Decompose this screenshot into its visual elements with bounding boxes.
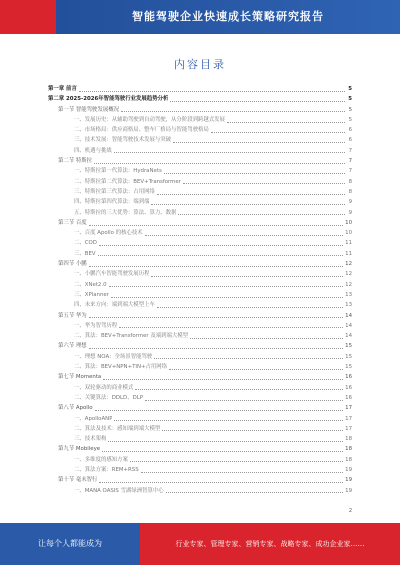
toc-leader-dots — [190, 338, 343, 339]
toc-entry[interactable] — [48, 290, 352, 300]
toc-entry-label: 一、特斯拉第一代算法：HydraNets — [74, 168, 162, 175]
toc-leader-dots — [89, 317, 343, 318]
toc-entry[interactable] — [48, 218, 352, 228]
toc-entry[interactable] — [48, 383, 352, 393]
toc-leader-dots — [111, 297, 343, 298]
toc-entry-page: 15 — [345, 364, 352, 371]
toc-entry[interactable] — [48, 372, 352, 382]
toc-entry-page: 6 — [348, 137, 352, 144]
toc-entry-label: 第九节 Mobileye — [58, 446, 101, 453]
toc-entry-label: 三、BEV — [74, 250, 96, 257]
toc-leader-dots — [170, 101, 345, 102]
toc-entry[interactable] — [48, 280, 352, 290]
toc-entry-page: 5 — [348, 86, 352, 92]
toc-entry-page: 10 — [345, 219, 352, 226]
toc-leader-dots — [103, 379, 343, 380]
toc-entry[interactable] — [48, 135, 352, 145]
toc-entry[interactable] — [48, 259, 352, 269]
toc-entry-page: 7 — [348, 168, 352, 175]
toc-entry[interactable] — [48, 166, 352, 176]
toc-leader-dots — [178, 214, 345, 215]
toc-entry-label: 一、ApolloANP — [74, 415, 113, 422]
toc-entry[interactable] — [48, 177, 352, 187]
toc-entry-label: 第二章 2025-2026年智能驾驶行业发展趋势分析 — [48, 96, 169, 103]
toc-entry[interactable] — [48, 146, 352, 156]
toc-entry[interactable] — [48, 105, 352, 115]
toc-entry-page: 12 — [345, 281, 352, 288]
toc-leader-dots — [135, 389, 343, 390]
toc-leader-dots — [169, 369, 343, 370]
toc-entry-page: 9 — [348, 199, 352, 206]
toc-entry-page: 7 — [348, 158, 352, 165]
toc-entry-page: 8 — [348, 188, 352, 195]
toc-entry[interactable] — [48, 84, 352, 94]
toc-leader-dots — [151, 204, 345, 205]
toc-leader-dots — [164, 173, 345, 174]
toc-entry[interactable] — [48, 269, 352, 279]
toc-entry-page: 18 — [345, 456, 352, 463]
toc-entry-page: 19 — [345, 477, 352, 484]
header-red-block — [0, 0, 56, 34]
toc-entry[interactable] — [48, 434, 352, 444]
toc-entry[interactable] — [48, 403, 352, 413]
toc-entry-label: 第四节 小鹏 — [58, 261, 87, 268]
toc-entry-label: 一、发展历史：从辅助驾驶到自动驾驶，从分阶段到跨越式发展 — [74, 116, 225, 123]
toc-entry-page: 15 — [345, 343, 352, 350]
toc-leader-dots — [89, 225, 343, 226]
toc-entry-label: 一、MANA OASIS 雪湖绿洲智算中心 — [74, 487, 164, 494]
toc-entry[interactable] — [48, 208, 352, 218]
toc-entry-page: 11 — [345, 250, 352, 257]
toc-leader-dots — [121, 111, 345, 112]
toc-entry-label: 第五节 华为 — [58, 312, 87, 319]
toc-entry-label: 五、特斯拉的三大优势：算法、算力、数据 — [74, 209, 177, 216]
toc-entry[interactable] — [48, 156, 352, 166]
toc-entry-page: 14 — [345, 322, 352, 329]
toc-entry-label: 第六节 理想 — [58, 343, 87, 350]
toc-entry[interactable] — [48, 300, 352, 310]
toc-leader-dots — [145, 235, 343, 236]
toc-entry[interactable] — [48, 311, 352, 321]
toc-entry-label: 第七节 Momenta — [58, 374, 102, 381]
toc-entry-label: 二、算法及技术：感知端到端大模型 — [74, 425, 161, 432]
toc-leader-dots — [98, 255, 344, 256]
toc-entry-page: 13 — [345, 302, 352, 309]
toc-entry[interactable] — [48, 444, 352, 454]
toc-leader-dots — [141, 472, 343, 473]
toc-entry[interactable] — [48, 249, 352, 259]
toc-leader-dots — [166, 492, 343, 493]
toc-entry-page: 16 — [345, 384, 352, 391]
toc-entry-page: 12 — [345, 261, 352, 268]
toc-leader-dots — [89, 266, 343, 267]
report-title: 智能驾驶企业快速成长策略研究报告 — [132, 10, 324, 23]
toc-entry-label: 二、特斯拉第二代算法：BEV+Transformer — [74, 178, 181, 185]
toc-leader-dots — [109, 286, 344, 287]
toc-leader-dots — [108, 441, 343, 442]
toc-entry[interactable] — [48, 228, 352, 238]
toc-entry[interactable] — [48, 238, 352, 248]
toc-entry-page: 5 — [348, 96, 352, 103]
toc-entry-label: 一、小鹏汽车智能驾驶发展历程 — [74, 271, 150, 278]
toc-leader-dots — [211, 132, 345, 133]
toc-leader-dots — [99, 482, 343, 483]
toc-leader-dots — [173, 142, 345, 143]
table-of-contents — [48, 84, 352, 496]
toc-leader-dots — [114, 420, 343, 421]
toc-entry[interactable] — [48, 424, 352, 434]
toc-entry-label: 第八节 Apollo — [58, 405, 93, 412]
toc-entry-label: 二、算法：BEV+NPN+TIN+占用网络 — [74, 364, 168, 371]
toc-entry-label: 二、XNet2.0 — [74, 281, 107, 288]
footer-slogan-right: 行业专家、管理专家、营销专家、战略专家、成功企业家…… — [175, 540, 365, 548]
toc-entry[interactable] — [48, 94, 352, 104]
page-footer — [0, 523, 400, 565]
toc-entry-page: 11 — [345, 240, 352, 247]
toc-entry[interactable] — [48, 197, 352, 207]
toc-entry-label: 二、COD — [74, 240, 97, 247]
toc-leader-dots — [145, 400, 343, 401]
toc-entry[interactable] — [48, 465, 352, 475]
toc-entry-label: 四、机遇与挑战 — [74, 147, 112, 154]
toc-entry[interactable] — [48, 352, 352, 362]
toc-entry-page: 15 — [345, 353, 352, 360]
toc-leader-dots — [102, 451, 343, 452]
toc-entry-page: 7 — [348, 147, 352, 154]
toc-entry-label: 二、关键算法：DDLD、DLP — [74, 394, 143, 401]
toc-entry-label: 一、百度 Apollo 的核心技术 — [74, 230, 143, 237]
toc-entry-label: 一、理想 NOA：全场景智能驾驶 — [74, 353, 153, 360]
toc-entry-page: 18 — [345, 436, 352, 443]
toc-entry-page: 17 — [345, 405, 352, 412]
toc-entry-page: 18 — [345, 446, 352, 453]
toc-leader-dots — [157, 194, 345, 195]
toc-leader-dots — [79, 91, 345, 92]
toc-leader-dots — [227, 122, 345, 123]
toc-entry-page: 5 — [348, 106, 352, 113]
toc-entry-page: 8 — [348, 178, 352, 185]
toc-entry-label: 二、算法方案：REM+RSS — [74, 466, 139, 473]
toc-entry-label: 三、技术发展：智能驾驶技术发展与突破 — [74, 137, 172, 144]
toc-leader-dots — [89, 348, 343, 349]
toc-entry-label: 一、华为智驾历程 — [74, 322, 118, 329]
toc-leader-dots — [114, 152, 345, 153]
toc-entry-label: 三、技术架构 — [74, 436, 107, 443]
toc-leader-dots — [119, 327, 343, 328]
toc-leader-dots — [99, 245, 343, 246]
toc-entry-label: 四、未来方向：端到端大模型上车 — [74, 302, 155, 309]
toc-entry-label: 四、特斯拉第四代算法：端到端 — [74, 199, 150, 206]
toc-leader-dots — [130, 461, 343, 462]
toc-leader-dots — [183, 183, 345, 184]
toc-entry-page: 10 — [345, 230, 352, 237]
toc-entry-page: 9 — [348, 209, 352, 216]
toc-entry-label: 三、特斯拉第三代算法：占用网络 — [74, 188, 155, 195]
toc-entry-label: 第十节 毫末智行 — [58, 477, 98, 484]
toc-entry[interactable] — [48, 362, 352, 372]
toc-leader-dots — [162, 430, 343, 431]
toc-leader-dots — [154, 358, 343, 359]
toc-entry-page: 14 — [345, 312, 352, 319]
toc-entry-label: 二、市场格局：供应商格局、整车厂格局与智能驾驶格局 — [74, 127, 209, 134]
toc-entry[interactable] — [48, 393, 352, 403]
toc-entry[interactable] — [48, 321, 352, 331]
toc-entry[interactable] — [48, 341, 352, 351]
page-number: 2 — [348, 508, 352, 514]
toc-leader-dots — [151, 276, 343, 277]
toc-entry[interactable] — [48, 187, 352, 197]
toc-entry-page: 14 — [345, 333, 352, 340]
toc-entry-label: 第二节 特斯拉 — [58, 158, 93, 165]
toc-entry[interactable] — [48, 331, 352, 341]
toc-entry-label: 一、多维度的感知方案 — [74, 456, 128, 463]
toc-entry[interactable] — [48, 115, 352, 125]
toc-entry-page: 17 — [345, 415, 352, 422]
toc-leader-dots — [95, 410, 344, 411]
toc-leader-dots — [94, 163, 345, 164]
toc-entry-page: 17 — [345, 425, 352, 432]
toc-entry-page: 6 — [348, 127, 352, 134]
toc-entry[interactable] — [48, 414, 352, 424]
toc-entry-page: 5 — [348, 116, 352, 123]
toc-heading: 内容目录 — [174, 58, 226, 71]
toc-entry-page: 16 — [345, 394, 352, 401]
toc-entry-label: 第一节 智能驾驶发展概况 — [58, 106, 120, 113]
toc-entry-label: 第三节 百度 — [58, 219, 87, 226]
toc-entry[interactable] — [48, 486, 352, 496]
toc-entry[interactable] — [48, 475, 352, 485]
toc-entry-page: 19 — [345, 466, 352, 473]
toc-leader-dots — [157, 307, 343, 308]
toc-entry-label: 第一章 前言 — [48, 86, 77, 92]
toc-entry-page: 19 — [345, 487, 352, 494]
toc-entry-label: 二、算法：BEV+Transformer 及端到端大模型 — [74, 333, 189, 340]
page-header — [0, 0, 400, 34]
toc-entry-label: 三、XPlanner — [74, 291, 109, 298]
toc-entry-page: 13 — [345, 291, 352, 298]
footer-slogan-left: 让每个人都能成为 — [38, 539, 102, 548]
toc-entry[interactable] — [48, 125, 352, 135]
toc-entry-page: 12 — [345, 271, 352, 278]
toc-entry[interactable] — [48, 455, 352, 465]
toc-entry-label: 一、双轮驱动的商业模式 — [74, 384, 134, 391]
toc-entry-page: 16 — [345, 374, 352, 381]
